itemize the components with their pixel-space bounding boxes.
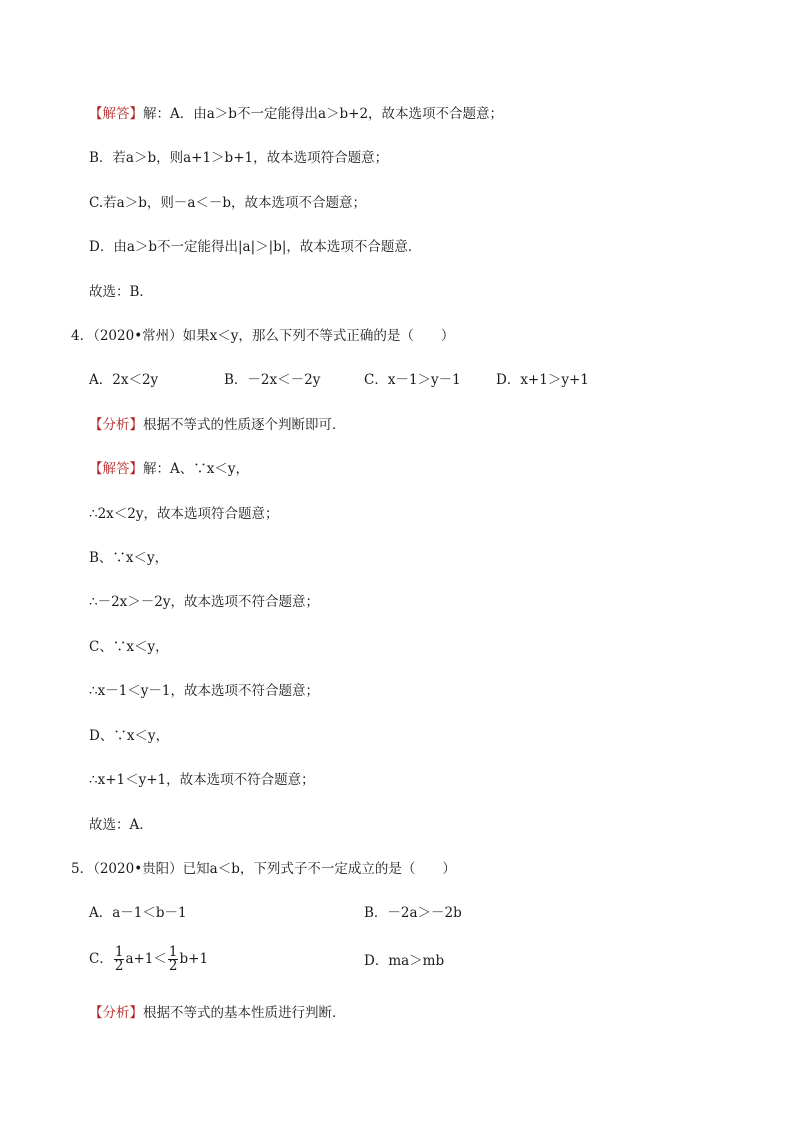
fraction-numerator: 1 <box>114 944 124 960</box>
fraction <box>168 946 179 973</box>
answer-choose-3: 故选：B． <box>89 284 153 300</box>
option-c-prefix: C． <box>89 951 113 967</box>
q4-step-7: ∴x+1＜y+1，故本选项不符合题意； <box>89 772 315 788</box>
fraction-denominator: 2 <box>114 958 124 974</box>
q4-option-c: C．x－1＞y－1 <box>364 372 461 388</box>
q4-step-3: ∴－2x＞－2y，故本选项不符合题意； <box>89 594 320 610</box>
fraction-denominator: 2 <box>168 958 178 974</box>
q5-option-d: D．ma＞mb <box>364 953 445 969</box>
q5-option-b: B．－2a＞－2b <box>364 905 462 921</box>
q5-option-c <box>89 943 208 975</box>
question-5-stem: 5．（2020•贵阳）已知a＜b，下列式子不一定成立的是（ ） <box>71 861 456 877</box>
q4-step-1: ∴2x＜2y，故本选项符合题意； <box>89 506 279 522</box>
question-4-stem: 4．（2020•常州）如果x＜y，那么下列不等式正确的是（ ） <box>71 328 455 344</box>
option-c-end: b+1 <box>179 951 209 967</box>
q5-option-a: A．a－1＜b－1 <box>89 905 187 921</box>
answer-line-3b: B．若a＞b，则a+1＞b+1，故本选项符合题意； <box>89 150 389 166</box>
answer-tag: 【解答】 <box>89 106 143 122</box>
analysis-text: 根据不等式的性质逐个判断即可． <box>143 417 346 433</box>
analysis-tag: 【分析】 <box>89 417 143 433</box>
q4-step-2: B、∵x＜y， <box>89 550 169 566</box>
q4-answer-header <box>89 459 249 479</box>
q4-option-a: A．2x＜2y <box>89 372 159 388</box>
q5-analysis <box>89 1003 346 1023</box>
fraction <box>114 946 125 973</box>
q4-choose: 故选：A． <box>89 817 153 833</box>
answer-text: 解：A、∵x＜y， <box>143 461 249 477</box>
answer-line-3c: C.若a＞b，则－a＜－b，故本选项不合题意； <box>89 195 367 211</box>
answer-tag: 【解答】 <box>89 461 143 477</box>
answer-line-3a <box>89 104 503 124</box>
q4-step-4: C、∵x＜y， <box>89 639 169 655</box>
q4-option-b: B．－2x＜－2y <box>224 372 321 388</box>
analysis-tag: 【分析】 <box>89 1005 143 1021</box>
answer-text: 解：A．由a＞b不一定能得出a＞b+2，故本选项不合题意； <box>143 106 504 122</box>
q4-step-5: ∴x－1＜y－1，故本选项不符合题意； <box>89 683 320 699</box>
answer-line-3d: D．由a＞b不一定能得出|a|＞|b|，故本选项不合题意． <box>89 239 422 255</box>
fraction-numerator: 1 <box>168 944 178 960</box>
analysis-text: 根据不等式的基本性质进行判断． <box>143 1005 346 1021</box>
q4-analysis <box>89 415 346 435</box>
q4-option-d: D．x+1＞y+1 <box>496 372 589 388</box>
option-c-mid: a+1＜ <box>125 951 167 967</box>
q4-step-6: D、∵x＜y， <box>89 728 170 744</box>
